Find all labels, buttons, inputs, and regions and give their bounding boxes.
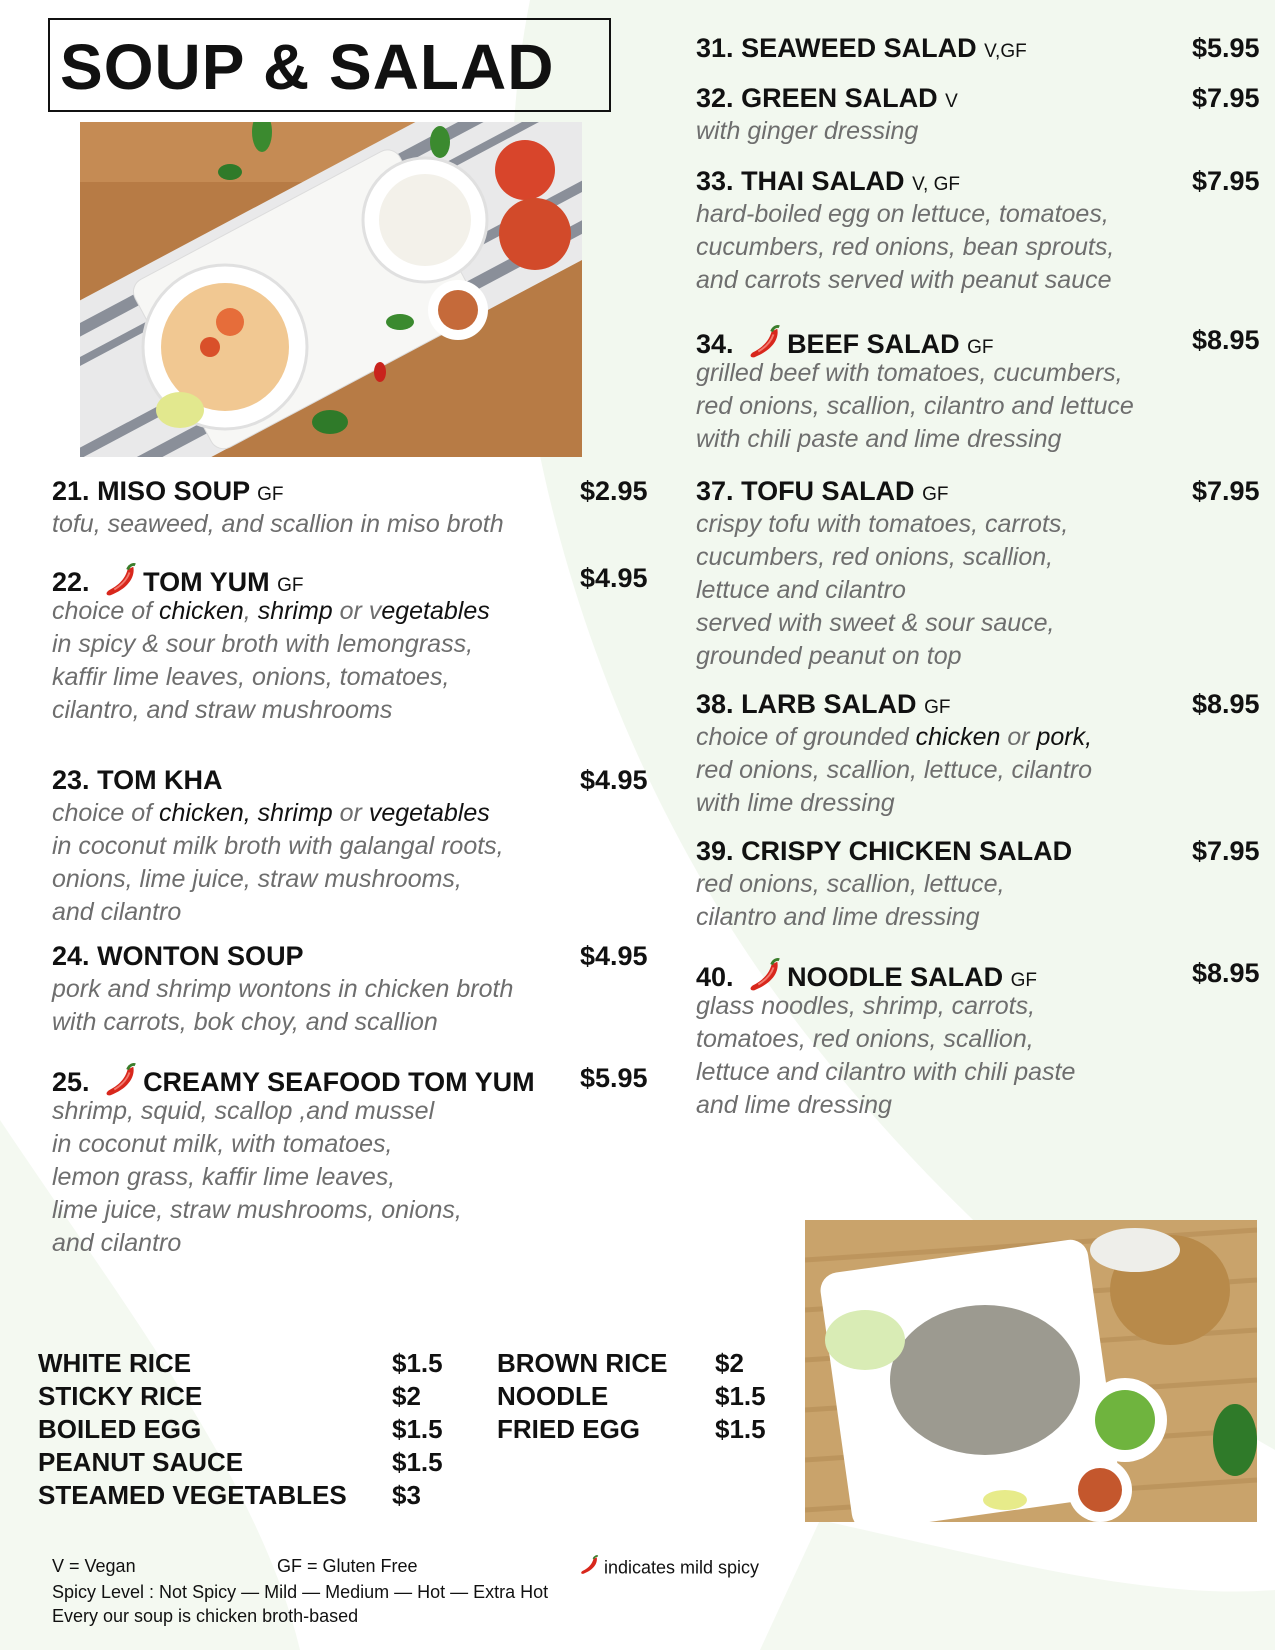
menu-item-number: 31. bbox=[696, 33, 734, 63]
legend-spicy bbox=[578, 1554, 759, 1583]
menu-item-description: hard-boiled egg on lettuce, tomatoes, cucumbers, red onions, bean sprouts, and carrots served with peanut sauce bbox=[696, 200, 1115, 294]
menu-item-title bbox=[52, 474, 652, 512]
menu-item bbox=[696, 956, 1260, 1122]
soup-list bbox=[52, 474, 652, 1260]
menu-item bbox=[696, 81, 1260, 148]
menu-item-name: BEEF SALAD bbox=[787, 329, 960, 360]
choice-prefix: choice of grounded bbox=[696, 723, 916, 751]
legend-gluten-free: GF = Gluten Free bbox=[277, 1556, 418, 1576]
side-item-name: STICKY RICE bbox=[38, 1381, 203, 1411]
diet-tag: GF bbox=[924, 697, 951, 718]
menu-item-header bbox=[52, 474, 652, 508]
side-item-name: FRIED EGG bbox=[497, 1414, 641, 1444]
menu-item-price: $4.95 bbox=[580, 941, 648, 971]
menu-item-price: $7.95 bbox=[1192, 836, 1260, 866]
menu-item bbox=[696, 164, 1260, 297]
menu-item-price: $8.95 bbox=[1192, 689, 1260, 719]
sides-list-left bbox=[38, 1347, 458, 1512]
chili-icon bbox=[101, 561, 139, 607]
menu-item-header bbox=[696, 31, 1260, 65]
menu-item-header bbox=[696, 687, 1260, 721]
menu-item-header bbox=[696, 164, 1260, 198]
menu-item-price: $8.95 bbox=[1192, 958, 1260, 988]
page-title: SOUP & SALAD bbox=[48, 18, 611, 112]
diet-tag: GF bbox=[967, 337, 994, 359]
side-item-name: NOODLE bbox=[497, 1381, 609, 1411]
menu-item-name: CREAMY SEAFOOD TOM YUM bbox=[143, 1067, 535, 1098]
side-item bbox=[497, 1413, 777, 1446]
sides-list-right bbox=[497, 1347, 777, 1446]
side-item bbox=[38, 1446, 458, 1479]
menu-item-description: shrimp, squid, scallop ,and mussel in coconut milk, with tomatoes, lemon grass, kaffir lime leaves, lime juice, straw mushrooms, onions, and cilantro bbox=[52, 1097, 462, 1257]
menu-item-title bbox=[52, 763, 652, 797]
menu-item bbox=[696, 31, 1260, 65]
menu-item-title bbox=[696, 834, 1256, 868]
menu-item-name: CRISPY CHICKEN SALAD bbox=[741, 836, 1073, 866]
menu-item bbox=[696, 474, 1260, 673]
menu-item-title bbox=[52, 561, 652, 607]
side-item bbox=[497, 1347, 777, 1380]
larb-salad-photo bbox=[805, 1220, 1257, 1522]
menu-item-name: GREEN SALAD bbox=[741, 83, 938, 113]
menu-item-name: SEAWEED SALAD bbox=[741, 33, 977, 63]
menu-item-price: $5.95 bbox=[580, 1063, 648, 1093]
menu-item-price: $8.95 bbox=[1192, 325, 1260, 355]
menu-item-title bbox=[696, 323, 1256, 369]
menu-item bbox=[52, 1061, 652, 1260]
choice-option: chicken bbox=[159, 597, 244, 625]
side-item bbox=[497, 1380, 777, 1413]
menu-item-title bbox=[696, 687, 1256, 725]
menu-item-name: NOODLE SALAD bbox=[787, 962, 1004, 993]
menu-item bbox=[52, 763, 652, 929]
choice-option: chicken, shrimp bbox=[159, 799, 333, 827]
menu-item-price: $7.95 bbox=[1192, 83, 1260, 113]
chili-icon bbox=[745, 956, 783, 1002]
side-item-name: WHITE RICE bbox=[38, 1348, 192, 1378]
side-item-price: $1.5 bbox=[392, 1414, 443, 1444]
menu-item bbox=[696, 834, 1260, 934]
menu-item-number: 40. bbox=[696, 962, 734, 993]
side-item-name: BOILED EGG bbox=[38, 1414, 202, 1444]
menu-item-header bbox=[52, 561, 652, 598]
menu-item-number: 24. bbox=[52, 941, 90, 971]
menu-item bbox=[52, 939, 652, 1039]
menu-item-number: 33. bbox=[696, 166, 734, 196]
menu-item bbox=[52, 561, 652, 727]
diet-tag: GF bbox=[922, 484, 949, 505]
side-item-name: PEANUT SAUCE bbox=[38, 1447, 244, 1477]
legend-broth-note: Every our soup is chicken broth-based bbox=[52, 1606, 359, 1626]
menu-item-description: red onions, scallion, lettuce, cilantro with lime dressing bbox=[696, 756, 1093, 817]
side-item-price: $2 bbox=[715, 1348, 744, 1378]
menu-item-description: tofu, seaweed, and scallion in miso broth bbox=[52, 510, 504, 538]
menu-item-header bbox=[696, 956, 1260, 993]
side-item bbox=[38, 1413, 458, 1446]
chili-icon bbox=[745, 323, 783, 369]
legend-vegan: V = Vegan bbox=[52, 1556, 136, 1576]
choice-prefix: choice of bbox=[52, 597, 160, 625]
diet-tag: GF bbox=[277, 575, 304, 597]
menu-item-header bbox=[696, 474, 1260, 508]
menu-item-name: WONTON SOUP bbox=[97, 941, 304, 971]
side-item-price: $1.5 bbox=[715, 1414, 766, 1444]
menu-item-name: TOFU SALAD bbox=[741, 476, 915, 506]
side-item-name: BROWN RICE bbox=[497, 1348, 668, 1378]
diet-tag: GF bbox=[1010, 970, 1037, 992]
chili-icon bbox=[101, 1061, 139, 1107]
soup-photo bbox=[80, 122, 582, 457]
chili-icon bbox=[578, 1554, 600, 1583]
side-item bbox=[38, 1347, 458, 1380]
menu-item-header bbox=[696, 323, 1260, 360]
menu-item-number: 32. bbox=[696, 83, 734, 113]
menu-item-header bbox=[696, 81, 1260, 115]
menu-item-number: 38. bbox=[696, 689, 734, 719]
menu-item-title bbox=[696, 31, 1256, 69]
menu-item-name: LARB SALAD bbox=[741, 689, 917, 719]
side-item-price: $1.5 bbox=[392, 1348, 443, 1378]
diet-tag: V,GF bbox=[984, 41, 1027, 62]
side-item-price: $1.5 bbox=[715, 1381, 766, 1411]
menu-item-description: glass noodles, shrimp, carrots, tomatoes, red onions, scallion, lettuce and cilantro with chili paste and lime dressing bbox=[696, 992, 1076, 1119]
menu-item-header bbox=[52, 939, 652, 973]
menu-item-name: TOM YUM bbox=[143, 567, 270, 598]
menu-item-description: with ginger dressing bbox=[696, 117, 919, 145]
menu-item-title bbox=[696, 956, 1256, 1002]
menu-item-choice bbox=[52, 797, 652, 830]
menu-item-number: 22. bbox=[52, 567, 90, 598]
choice-option: egetables bbox=[381, 597, 490, 625]
side-item bbox=[38, 1479, 458, 1512]
menu-item-title bbox=[696, 474, 1256, 512]
menu-item-header bbox=[696, 834, 1260, 868]
menu-item-description: red onions, scallion, lettuce, cilantro and lime dressing bbox=[696, 870, 1005, 931]
menu-item-price: $4.95 bbox=[580, 765, 648, 795]
side-item-name: STEAMED VEGETABLES bbox=[38, 1480, 347, 1510]
diet-tag: V bbox=[945, 91, 958, 112]
menu-item-number: 23. bbox=[52, 765, 90, 795]
menu-item-number: 34. bbox=[696, 329, 734, 360]
diet-tag: GF bbox=[257, 484, 284, 505]
menu-item-description: crispy tofu with tomatoes, carrots, cucumbers, red onions, scallion, lettuce and cilantro served with sweet & sour sauce, grounded peanut on top bbox=[696, 510, 1069, 670]
choice-option: shrimp bbox=[257, 597, 333, 625]
side-item-price: $2 bbox=[392, 1381, 421, 1411]
choice-suffix: , bbox=[1085, 723, 1093, 751]
menu-item-price: $7.95 bbox=[1192, 166, 1260, 196]
menu-item-title bbox=[696, 164, 1256, 202]
menu-item-name: MISO SOUP bbox=[97, 476, 250, 506]
side-item bbox=[38, 1380, 458, 1413]
menu-item-choice bbox=[696, 721, 1256, 754]
menu-item-price: $4.95 bbox=[580, 563, 648, 593]
menu-item-name: TOM KHA bbox=[97, 765, 223, 795]
menu-item-header bbox=[52, 763, 652, 797]
menu-item-description: pork and shrimp wontons in chicken broth with carrots, bok choy, and scallion bbox=[52, 975, 514, 1036]
salad-list bbox=[696, 31, 1260, 1122]
menu-item bbox=[52, 474, 652, 541]
choice-separator: or bbox=[332, 799, 369, 827]
menu-item bbox=[696, 323, 1260, 456]
choice-separator: or v bbox=[332, 597, 382, 625]
choice-option: pork bbox=[1036, 723, 1086, 751]
menu-item-price: $7.95 bbox=[1192, 476, 1260, 506]
choice-option: chicken bbox=[915, 723, 1001, 751]
diet-tag: V, GF bbox=[912, 174, 960, 195]
menu-item-number: 37. bbox=[696, 476, 734, 506]
choice-option: vegetables bbox=[368, 799, 490, 827]
menu-item-price: $2.95 bbox=[580, 476, 648, 506]
menu-item-price: $5.95 bbox=[1192, 33, 1260, 63]
side-item-price: $3 bbox=[392, 1480, 421, 1510]
legend-spicy-levels: Spicy Level : Not Spicy — Mild — Medium — Hot — Extra Hot bbox=[52, 1582, 549, 1602]
menu-item-title bbox=[52, 1061, 652, 1107]
menu-item-header bbox=[52, 1061, 652, 1098]
menu-item-description: in coconut milk broth with galangal roots, onions, lime juice, straw mushrooms, and cilantro bbox=[52, 832, 504, 926]
menu-item-title bbox=[696, 81, 1256, 119]
menu-item-number: 21. bbox=[52, 476, 90, 506]
choice-separator: or bbox=[1000, 723, 1037, 751]
choice-prefix: choice of bbox=[52, 799, 160, 827]
menu-item-title bbox=[52, 939, 652, 973]
menu-item bbox=[696, 687, 1260, 820]
menu-item-description: grilled beef with tomatoes, cucumbers, red onions, scallion, cilantro and lettuce with chili paste and lime dressing bbox=[696, 359, 1134, 453]
choice-separator: , bbox=[243, 597, 258, 625]
side-item-price: $1.5 bbox=[392, 1447, 443, 1477]
menu-item-number: 39. bbox=[696, 836, 734, 866]
menu-item-number: 25. bbox=[52, 1067, 90, 1098]
menu-item-description: in spicy & sour broth with lemongrass, kaffir lime leaves, onions, tomatoes, cilantro, and straw mushrooms bbox=[52, 630, 474, 724]
menu-item-name: THAI SALAD bbox=[741, 166, 905, 196]
legend-spicy-text: indicates mild spicy bbox=[604, 1557, 760, 1578]
